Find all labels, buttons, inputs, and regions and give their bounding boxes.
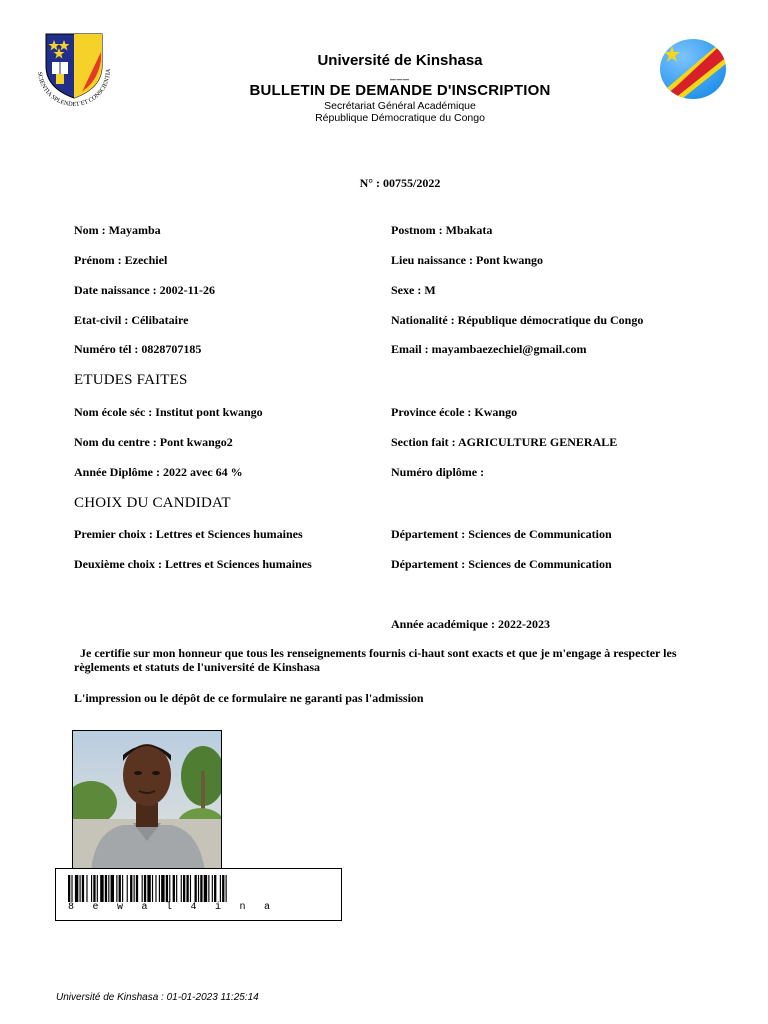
field-centre: Nom du centre : Pont kwango2 [74, 435, 233, 449]
barcode-bar [75, 875, 78, 902]
barcode-bar [195, 875, 197, 902]
barcode-bar [100, 875, 103, 902]
field-section: Section fait : AGRICULTURE GENERALE [391, 435, 618, 449]
barcode-bar [169, 875, 170, 902]
barcode-bar [166, 875, 168, 902]
field-province-ecole: Province école : Kwango [391, 405, 518, 419]
field-ecole: Nom école séc : Institut pont kwango [74, 405, 263, 419]
barcode-bar [130, 875, 132, 902]
barcode-bar [147, 875, 150, 902]
barcode-bar [181, 875, 182, 902]
barcode-bar [159, 875, 160, 902]
barcode-bar [80, 875, 81, 902]
field-deuxieme-choix: Deuxième choix : Lettres et Sciences humaines [74, 557, 312, 571]
barcode-bar [91, 875, 92, 902]
barcode-bar [142, 875, 143, 902]
field-nom: Nom : Mayamba [74, 223, 161, 237]
barcode-bar [212, 875, 213, 902]
barcode-bar [204, 875, 207, 902]
field-annee-academique: Année académique : 2022-2023 [391, 617, 550, 631]
barcode-text: 8ewal4ina [68, 902, 289, 913]
field-telephone: Numéro tél : 0828707185 [74, 342, 202, 356]
registration-number: N° : 00755/2022 [359, 176, 441, 190]
barcode-bar [176, 875, 177, 902]
barcode-bar [173, 875, 175, 902]
section-heading-choix: CHOIX DU CANDIDAT [74, 495, 231, 511]
header-dash: ___ [390, 70, 410, 81]
field-prenom: Prénom : Ezechiel [74, 253, 168, 267]
barcode-bar [71, 875, 72, 902]
field-departement-2: Département : Sciences de Communication [391, 557, 612, 571]
barcode-bar [68, 875, 70, 902]
admission-notice: L'impression ou le dépôt de ce formulaire ne garanti pas l'admission [74, 691, 424, 705]
field-postnom: Postnom : Mbakata [391, 223, 493, 237]
barcode-bar [152, 875, 153, 902]
field-sexe: Sexe : M [391, 283, 436, 297]
barcode-bar [134, 875, 135, 902]
barcode-bar [119, 875, 121, 902]
barcode-bar [200, 875, 202, 902]
field-lieu-naissance: Lieu naissance : Pont kwango [391, 253, 544, 267]
barcode-bar [161, 875, 164, 902]
barcode-bar [136, 875, 138, 902]
candidate-photo [72, 730, 222, 872]
barcode-bar [82, 875, 84, 902]
barcode-bar [93, 875, 95, 902]
certification-statement: Je certifie sur mon honneur que tous les renseignements fournis ci-haut sont exacts et que je m'engage à respecter les règlements et statuts de l'université de Kinshasa [74, 646, 680, 674]
barcode-bar [220, 875, 221, 902]
field-email: Email : mayambaezechiel@gmail.com [391, 342, 587, 356]
barcode-bar [186, 875, 188, 902]
barcode-bar [127, 875, 128, 902]
university-name: Université de Kinshasa [317, 52, 483, 69]
field-annee-diplome: Année Diplôme : 2022 avec 64 % [74, 465, 243, 479]
barcode-bar [155, 875, 156, 902]
field-etat-civil: Etat-civil : Célibataire [74, 313, 189, 327]
barcode-bar [97, 875, 98, 902]
document-title: BULLETIN DE DEMANDE D'INSCRIPTION [249, 82, 551, 99]
field-nationalite: Nationalité : République démocratique du Congo [391, 313, 644, 327]
barcode [55, 868, 342, 921]
field-premier-choix: Premier choix : Lettres et Sciences humaines [74, 527, 303, 541]
field-date-naissance: Date naissance : 2002-11-26 [74, 283, 215, 297]
barcode-bar [198, 875, 199, 902]
barcode-bars [68, 875, 330, 902]
barcode-bar [86, 875, 87, 902]
barcode-bar [122, 875, 123, 902]
barcode-bar [222, 875, 224, 902]
barcode-bar [190, 875, 191, 902]
field-departement-1: Département : Sciences de Communication [391, 527, 612, 541]
barcode-bar [116, 875, 117, 902]
section-heading-etudes: ETUDES FAITES [74, 372, 188, 388]
barcode-bar [183, 875, 185, 902]
barcode-bar [208, 875, 209, 902]
barcode-bar [214, 875, 216, 902]
seal-motto-text: SCIENTIA SPLENDET ET CONSCIENTIA [36, 68, 113, 109]
republic-subtitle: République Démocratique du Congo [315, 112, 485, 124]
secretariat-subtitle: Secrétariat Général Académique [324, 100, 476, 112]
barcode-bar [108, 875, 109, 902]
barcode-bar [105, 875, 107, 902]
barcode-bar [144, 875, 146, 902]
barcode-bar [226, 875, 227, 902]
barcode-bar [111, 875, 114, 902]
field-numero-diplome: Numéro diplôme : [391, 465, 485, 479]
footer-timestamp: Université de Kinshasa : 01-01-2023 11:25:14 [56, 992, 259, 1003]
